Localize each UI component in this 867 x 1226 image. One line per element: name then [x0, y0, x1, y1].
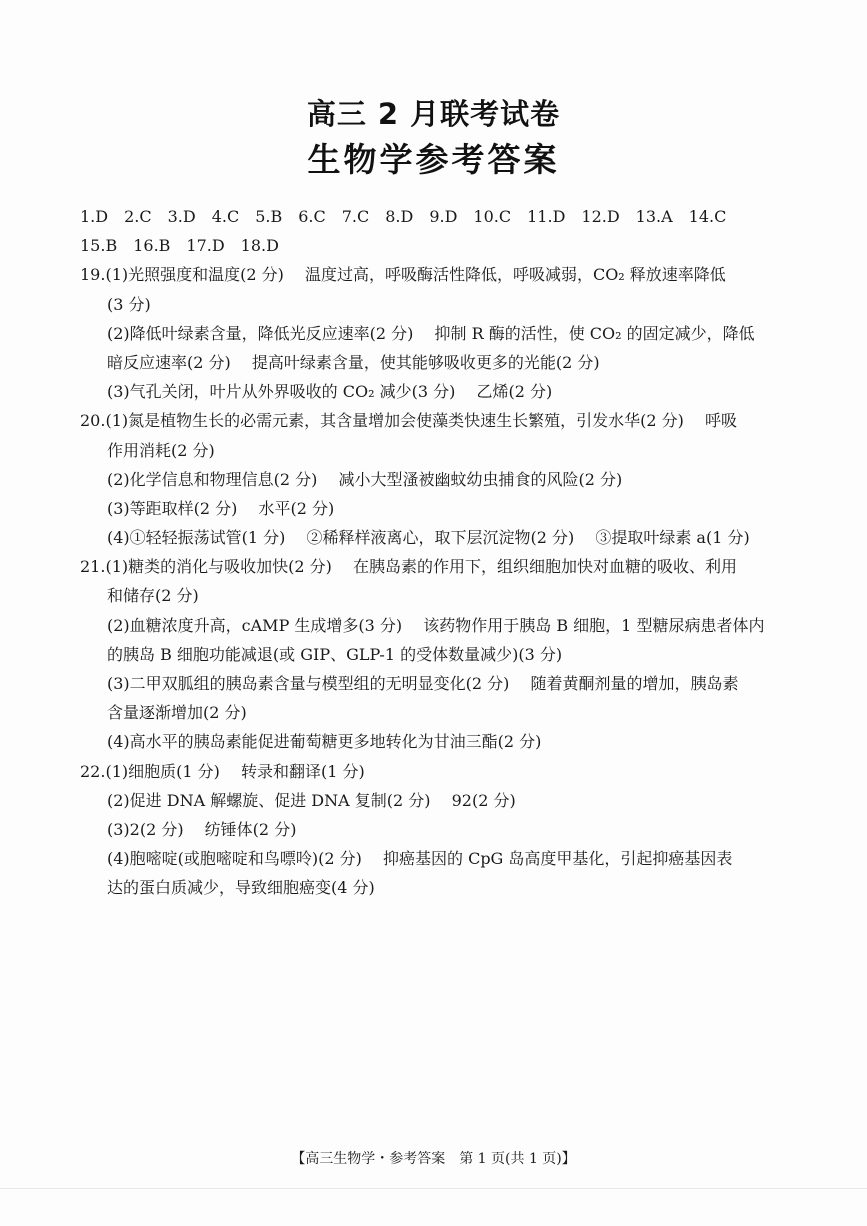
bottom-divider: [0, 1188, 867, 1189]
answer-content: [80, 202, 792, 903]
answer-key-title: 生物学参考答案: [307, 140, 560, 179]
q21-line: 21.(1)糖类的消化与吸收加快(2 分) 在胰岛素的作用下，组织细胞加快对血糖的吸收、利用: [80, 557, 737, 577]
mc-answers-line-2: 15.B 16.B 17.D 18.D: [80, 236, 279, 256]
q21-line: (3)二甲双胍组的胰岛素含量与模型组的无明显变化(2 分) 随着黄酮剂量的增加，胰岛素: [107, 674, 739, 693]
page-footer: 【高三生物学・参考答案 第 1 页(共 1 页)】: [291, 1151, 576, 1167]
q21-line: 含量逐渐增加(2 分): [107, 703, 247, 723]
q19-line: 19.(1)光照强度和温度(2 分) 温度过高，呼吸酶活性降低，呼吸减弱，CO₂ 释放速率降低: [80, 265, 726, 285]
q20-line: (4)①轻轻振荡试管(1 分) ②稀释样液离心，取下层沉淀物(2 分) ③提取叶绿素 a(1 分): [107, 528, 750, 548]
q19-line: (3 分): [107, 294, 151, 314]
q20-line: 作用消耗(2 分): [107, 440, 215, 460]
q21-line: 的胰岛 B 细胞功能减退(或 GIP、GLP-1 的受体数量减少)(3 分): [107, 644, 563, 664]
q22-line: 22.(1)细胞质(1 分) 转录和翻译(1 分): [80, 761, 365, 781]
q21-line: (4)高水平的胰岛素能促进葡萄糖更多地转化为甘油三酯(2 分): [107, 732, 542, 752]
q21-line: (2)血糖浓度升高，cAMP 生成增多(3 分) 该药物作用于胰岛 B 细胞，1 型糖尿病患者体内: [107, 615, 765, 635]
mc-answers-line-1: 1.D 2.C 3.D 4.C 5.B 6.C 7.C 8.D 9.D 10.C 11.D 12.D 13.A 14.C: [80, 207, 727, 226]
q20-line: 20.(1)氮是植物生长的必需元素，其含量增加会使藻类快速生长繁殖，引发水华(2 分) 呼吸: [80, 411, 737, 431]
q21-line: 和储存(2 分): [107, 586, 199, 606]
q19-line: (3)气孔关闭，叶片从外界吸收的 CO₂ 减少(3 分) 乙烯(2 分): [107, 382, 553, 402]
q22-line: (2)促进 DNA 解螺旋、促进 DNA 复制(2 分) 92(2 分): [107, 790, 516, 810]
q19-line: 暗反应速率(2 分) 提高叶绿素含量，使其能够吸收更多的光能(2 分): [107, 352, 600, 372]
q20-line: (3)等距取样(2 分) 水平(2 分): [107, 498, 335, 518]
q19-line: (2)降低叶绿素含量，降低光反应速率(2 分) 抑制 R 酶的活性，使 CO₂ 的固定减少，降低: [107, 323, 755, 343]
exam-title: 高三 2 月联考试卷: [306, 97, 561, 131]
q22-line: 达的蛋白质减少，导致细胞癌变(4 分): [107, 878, 375, 898]
q22-line: (4)胞嘧啶(或胞嘧啶和鸟嘌呤)(2 分) 抑癌基因的 CpG 岛高度甲基化，引起抑癌基因表: [107, 849, 733, 869]
q20-line: (2)化学信息和物理信息(2 分) 减小大型溞被幽蚊幼虫捕食的风险(2 分): [107, 469, 623, 489]
q22-line: (3)2(2 分) 纺锤体(2 分): [107, 819, 297, 839]
